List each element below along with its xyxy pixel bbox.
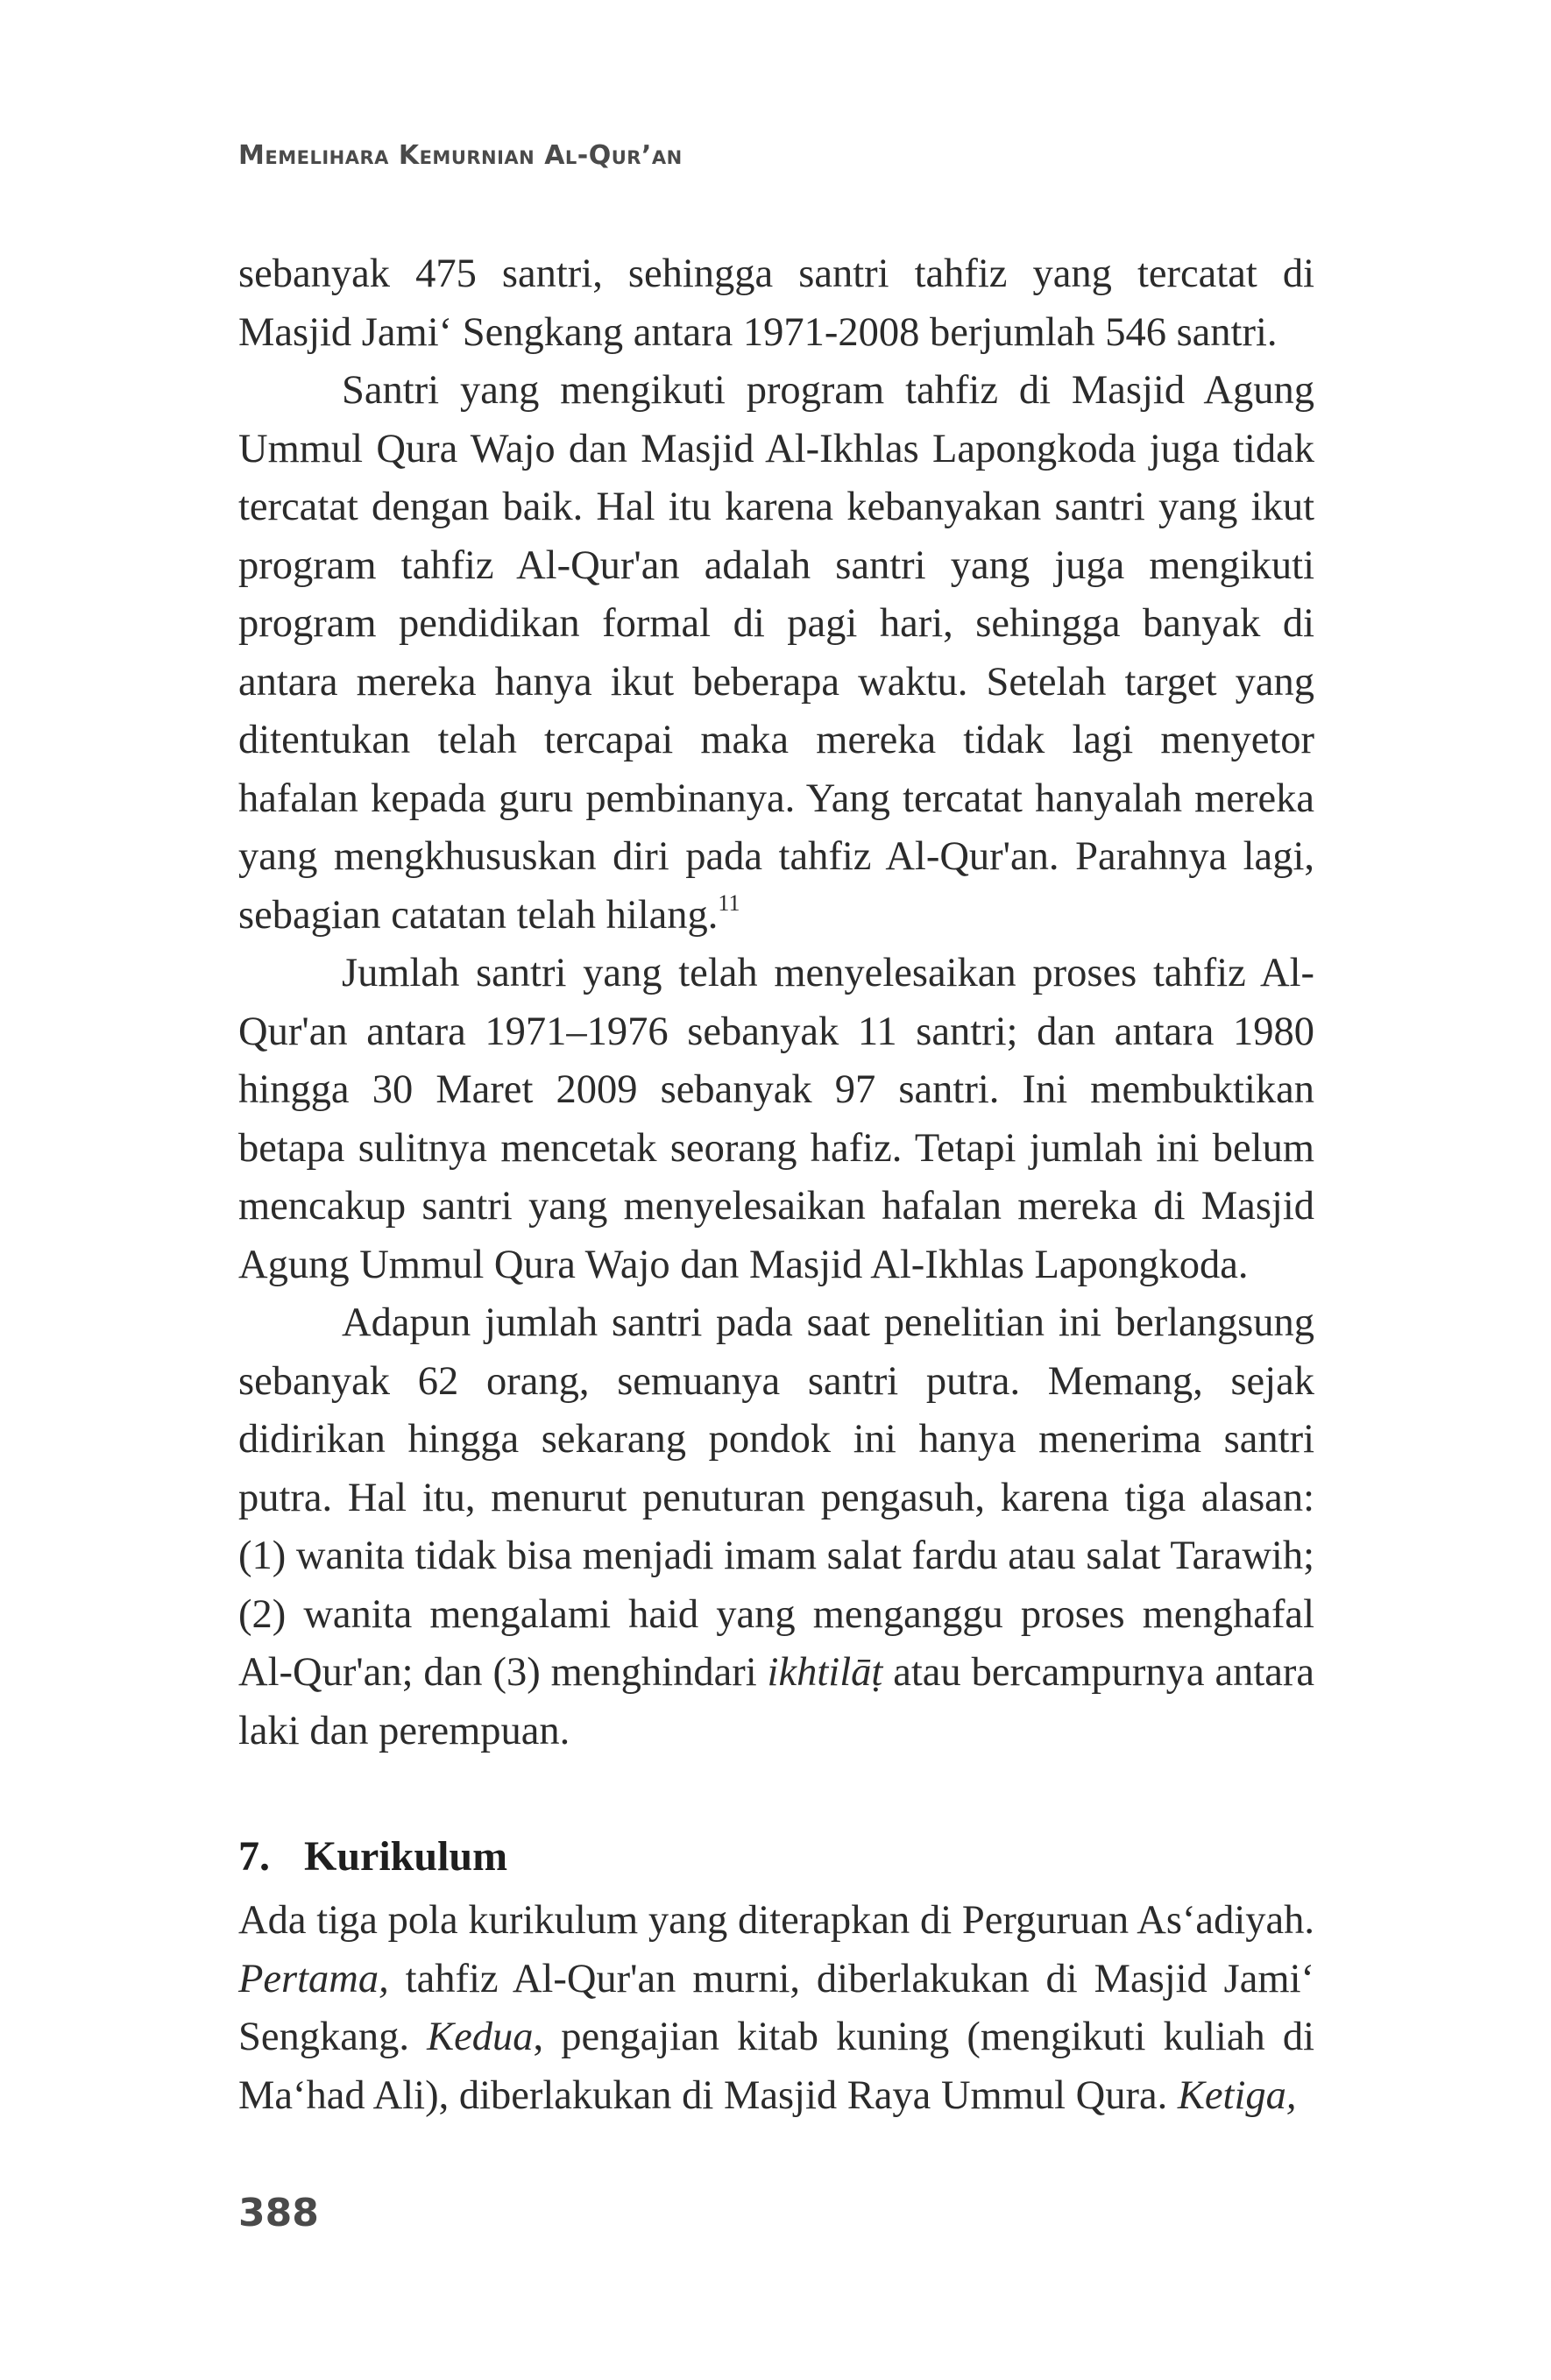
paragraph-3-text: Jumlah santri yang telah menyelesaikan proses tahfiz Al-Qur'an antara 1971–1976 sebanyak 11 santri; dan antara 1980 hingga 30 Maret 2009 sebanyak 97 santri. Ini membuktikan betapa sulitnya mencetak seorang hafiz. Tetapi jumlah ini belum mencakup santri yang menyelesaikan hafalan mereka di Masjid Agung Ummul Qura Wajo dan Masjid Al-Ikhlas Lapongkoda. (238, 951, 1314, 1287)
paragraph-2 (238, 362, 1314, 945)
paragraph-3 (238, 945, 1314, 1294)
section-heading (238, 1831, 1314, 1883)
page-number: 388 (238, 2191, 319, 2235)
section-title: Kurikulum (304, 1833, 508, 1880)
footnote-marker[interactable]: 11 (718, 889, 740, 916)
paragraph-4-text-b: atau bercampurnya antara laki dan perempuan. (238, 1650, 1315, 1753)
curriculum-intro: Ada tiga pola kurikulum yang diterapkan di Perguruan As‘adiyah. (238, 1898, 1314, 1943)
paragraph-1-text: sebanyak 475 santri, sehingga santri tahfiz yang tercatat di Masjid Jami‘ Sengkang antara 1971-2008 berjumlah 546 santri. (238, 251, 1314, 355)
curriculum-second-label: Kedua (427, 2015, 534, 2059)
body-text (238, 245, 1314, 2125)
curriculum-first-text: tahfiz Al-Qur'an murni, diberlakukan di Masjid Jami‘ Sengkang. (238, 1956, 1314, 2059)
paragraph-1 (238, 245, 1314, 362)
paragraph-2-text: Santri yang mengikuti program tahfiz di Masjid Agung Ummul Qura Wajo dan Masjid Al-Ikhlas Lapongkoda juga tidak tercatat dengan baik. Hal itu karena kebanyakan santri yang ikut program tahfiz Al-Qur'an adalah santri yang juga mengikuti program pendidikan formal di pagi hari, sehingga banyak di antara mereka hanya ikut beberapa waktu. Setelah target yang ditentukan telah tercapai maka mereka tidak lagi menyetor hafalan kepada guru pembinanya. Yang tercatat hanyalah mereka yang mengkhususkan diri pada tahfiz Al-Qur'an. Parahnya lagi, sebagian catatan telah hilang. (238, 368, 1314, 938)
curriculum-paragraph (238, 1892, 1314, 2125)
curriculum-first-label: Pertama, (238, 1956, 389, 2001)
section-number: 7. (238, 1833, 270, 1880)
curriculum-third-label: Ketiga, (1177, 2072, 1297, 2118)
curriculum-second-text: , pengajian kitab kuning (mengikuti kuliah di Ma‘had Ali), diberlakukan di Masjid Raya Ummul Qura. (238, 2015, 1314, 2118)
running-head: Memelihara Kemurnian Al-Qur’an (238, 140, 683, 171)
paragraph-4 (238, 1294, 1314, 1760)
paragraph-4-italic-term: ikhtilāṭ (767, 1650, 883, 1695)
paragraph-4-text-a: Adapun jumlah santri pada saat penelitian ini berlangsung sebanyak 62 orang, semuanya santri putra. Memang, sejak didirikan hingga sekarang pondok ini hanya menerima santri putra. Hal itu, menurut penuturan pengasuh, karena tiga alasan: (1) wanita tidak bisa menjadi imam salat fardu atau salat Tarawih; (2) wanita mengalami haid yang menganggu proses menghafal Al-Qur'an; dan (3) menghindari (238, 1300, 1314, 1695)
